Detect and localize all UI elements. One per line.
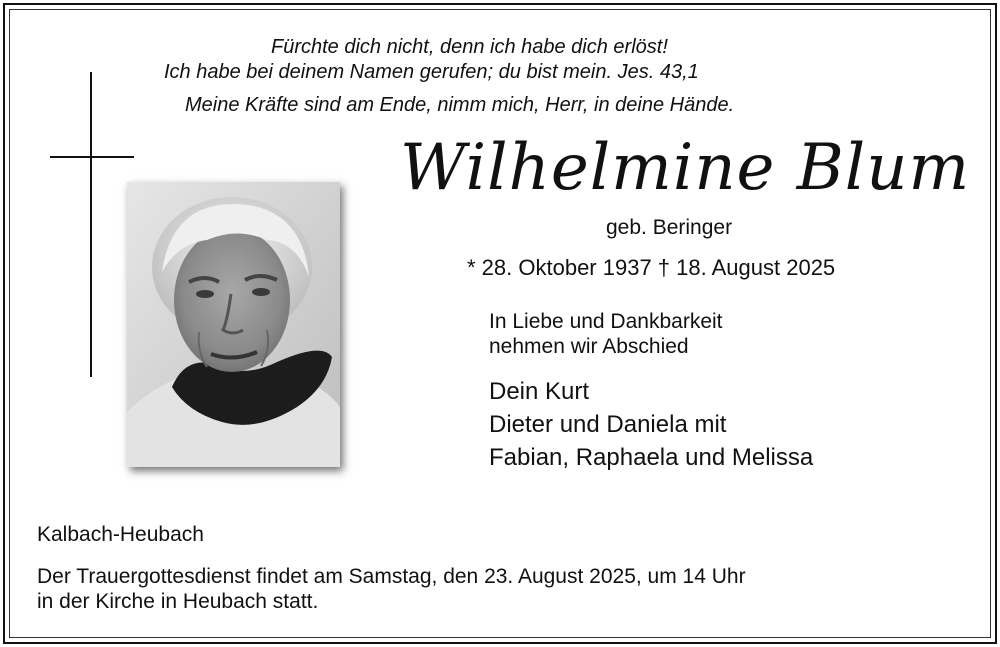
deceased-name: Wilhelmine Blum — [400, 131, 971, 205]
farewell-line-2: nehmen wir Abschied — [489, 335, 689, 358]
portrait-photo — [127, 182, 340, 467]
verse-line-2: Ich habe bei deinem Namen gerufen; du bist mein. Jes. 43,1 — [164, 61, 699, 83]
farewell-line-1: In Liebe und Dankbarkeit — [489, 310, 723, 333]
mourner-line: Dieter und Daniela mit — [489, 411, 727, 438]
verse-line-1: Fürchte dich nicht, denn ich habe dich erlöst! — [271, 36, 668, 58]
mourner-line: Dein Kurt — [489, 378, 590, 405]
cross-vertical-bar — [90, 72, 92, 377]
mourner-line: Fabian, Raphaela und Melissa — [489, 444, 814, 471]
cross-horizontal-bar — [50, 156, 134, 158]
maiden-name: geb. Beringer — [606, 216, 733, 239]
location: Kalbach-Heubach — [37, 523, 204, 546]
verse-line-3: Meine Kräfte sind am Ende, nimm mich, Herr, in deine Hände. — [185, 94, 735, 116]
service-line-2: in der Kirche in Heubach statt. — [37, 590, 319, 613]
life-dates: * 28. Oktober 1937 † 18. August 2025 — [467, 255, 836, 280]
service-line-1: Der Trauergottesdienst findet am Samstag, den 23. August 2025, um 14 Uhr — [37, 565, 746, 588]
